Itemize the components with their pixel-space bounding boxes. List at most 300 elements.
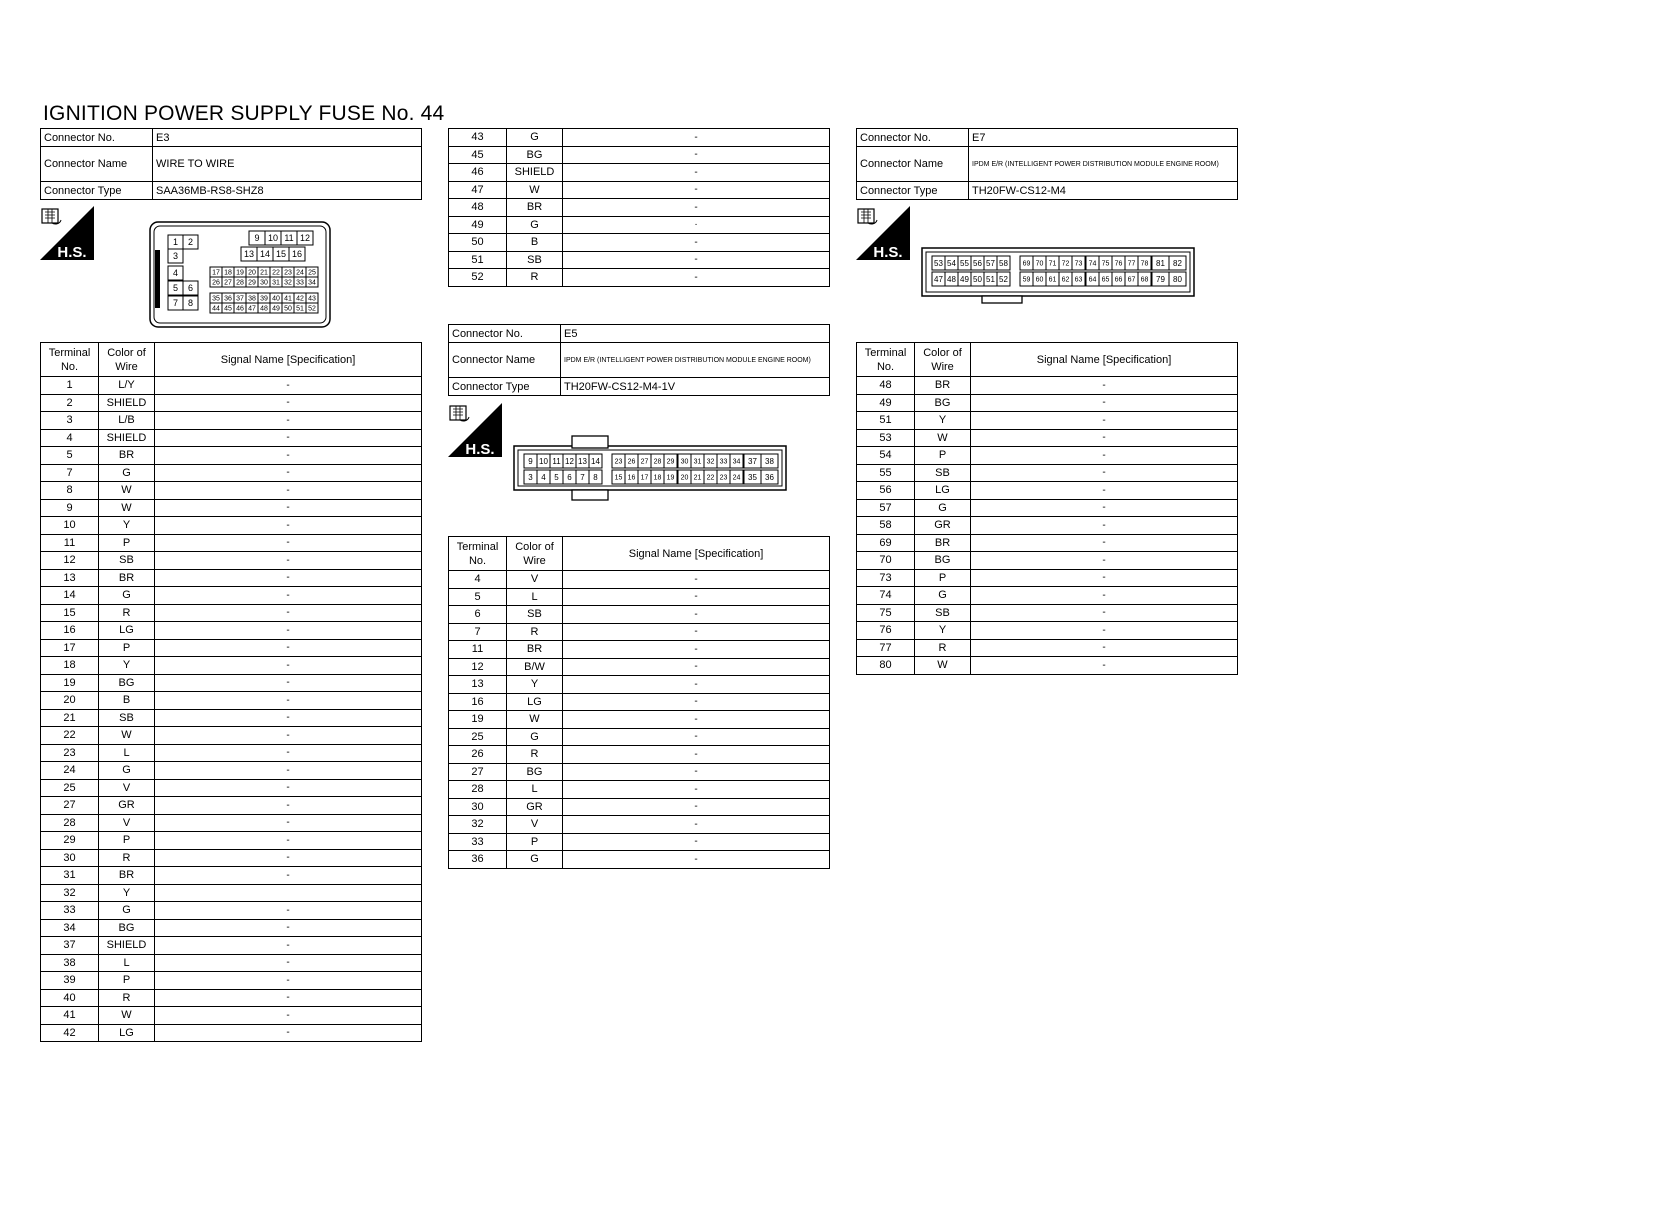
table-row: [41, 709, 422, 727]
pin-number: 74: [1088, 260, 1097, 268]
terminal-no-cell: 30: [449, 798, 507, 816]
table-row: [41, 727, 422, 745]
wire-color-cell: GR: [507, 798, 563, 816]
signal-name-cell: -: [155, 447, 422, 465]
signal-name-cell: -: [563, 623, 830, 641]
wire-color-cell: BR: [507, 641, 563, 659]
table-row: [41, 972, 422, 990]
table-row: [449, 146, 830, 164]
signal-name-cell: -: [155, 849, 422, 867]
signal-name-cell: -: [155, 464, 422, 482]
terminal-no-cell: 69: [857, 534, 915, 552]
table-row: [449, 798, 830, 816]
table-row: [41, 814, 422, 832]
terminal-no-cell: 54: [857, 447, 915, 465]
pin-number: 21: [260, 269, 268, 277]
pin-number: 18: [224, 269, 232, 277]
table-row: [41, 499, 422, 517]
terminal-no-cell: 58: [857, 517, 915, 535]
e5-connector-type: TH20FW-CS12-M4-1V: [561, 378, 830, 396]
wire-color-cell: R: [507, 269, 563, 287]
pin-number: 10: [539, 456, 548, 466]
signal-name-cell: -: [971, 622, 1238, 640]
signal-name-cell: -: [155, 744, 422, 762]
terminal-no-cell: 17: [41, 639, 99, 657]
signal-name-cell: -: [155, 534, 422, 552]
table-row: [41, 832, 422, 850]
signal-name-cell: -: [971, 569, 1238, 587]
terminal-no-cell: 11: [449, 641, 507, 659]
wire-color-cell: B/W: [507, 658, 563, 676]
signal-name-cell: -: [155, 639, 422, 657]
signal-name-cell: -: [155, 412, 422, 430]
wire-color-cell: V: [507, 816, 563, 834]
terminal-no-cell: 48: [857, 377, 915, 395]
e5-terminal-table: [448, 536, 830, 869]
table-row: [41, 534, 422, 552]
wire-color-cell: W: [99, 482, 155, 500]
connector-type-label: Connector Type: [857, 182, 969, 200]
terminal-no-header: Terminal No.: [41, 343, 99, 377]
terminal-no-cell: 37: [41, 937, 99, 955]
terminal-no-cell: 10: [41, 517, 99, 535]
table-row: [41, 569, 422, 587]
table-row: [449, 269, 830, 287]
pin-number: 70: [1035, 260, 1044, 268]
e3-terminal-table: [40, 342, 422, 1042]
pin-number: 51: [296, 305, 304, 313]
table-row: [41, 604, 422, 622]
signal-name-cell: -: [155, 867, 422, 885]
connector-no-label: Connector No.: [857, 129, 969, 147]
wire-color-cell: W: [99, 1007, 155, 1025]
terminal-no-cell: 5: [449, 588, 507, 606]
pin-number: 8: [593, 472, 598, 482]
pin-number: 48: [260, 305, 268, 313]
table-row: [41, 657, 422, 675]
wire-color-cell: R: [507, 623, 563, 641]
terminal-no-cell: 25: [41, 779, 99, 797]
wire-color-cell: Y: [99, 517, 155, 535]
wire-color-cell: SHIELD: [99, 937, 155, 955]
table-row: [41, 902, 422, 920]
e3-connector-no: E3: [153, 129, 422, 147]
wire-color-cell: BR: [99, 569, 155, 587]
table-row: [449, 728, 830, 746]
pin-number: 45: [224, 305, 232, 313]
pin-number: 38: [248, 295, 256, 303]
table-row: [41, 517, 422, 535]
e5-connector-no: E5: [561, 325, 830, 343]
terminal-no-cell: 75: [857, 604, 915, 622]
hs-label: H.S.: [465, 441, 495, 457]
pin-number: 9: [254, 233, 260, 244]
terminal-no-cell: 8: [41, 482, 99, 500]
terminal-no-cell: 12: [41, 552, 99, 570]
pin-number: 57: [986, 258, 995, 268]
pin-number: 24: [296, 269, 304, 277]
table-row: [449, 851, 830, 869]
table-row: [41, 1024, 422, 1042]
signal-name-cell: -: [971, 482, 1238, 500]
pin-number: 44: [212, 305, 220, 313]
pin-number: 32: [706, 458, 715, 466]
wire-color-cell: BR: [99, 447, 155, 465]
terminal-no-cell: 31: [41, 867, 99, 885]
wire-color-cell: W: [507, 181, 563, 199]
wire-color-cell: W: [915, 657, 971, 675]
signal-name-cell: -: [155, 972, 422, 990]
terminal-no-cell: 55: [857, 464, 915, 482]
wire-color-cell: G: [99, 762, 155, 780]
table-row: [449, 623, 830, 641]
e7-connector-diagram: [920, 246, 1196, 304]
pin-number: 50: [284, 305, 292, 313]
wire-color-cell: B: [99, 692, 155, 710]
wire-color-cell: G: [507, 129, 563, 147]
pin-number: 54: [947, 258, 956, 268]
terminal-no-cell: 25: [449, 728, 507, 746]
terminal-no-cell: 39: [41, 972, 99, 990]
terminal-no-cell: 5: [41, 447, 99, 465]
pin-number: 30: [680, 458, 689, 466]
connector-type-label: Connector Type: [449, 378, 561, 396]
pin-number: 21: [693, 474, 702, 482]
wire-color-cell: L: [507, 588, 563, 606]
terminal-no-cell: 28: [449, 781, 507, 799]
table-row: [41, 937, 422, 955]
table-row: [449, 606, 830, 624]
pin-number: 60: [1035, 276, 1044, 284]
signal-name-cell: ·: [563, 216, 830, 234]
pin-number: 17: [640, 474, 649, 482]
wire-color-cell: BG: [915, 394, 971, 412]
pin-number: 15: [275, 249, 287, 260]
pin-number: 28: [653, 458, 662, 466]
wire-color-cell: L: [99, 744, 155, 762]
pin-number: 41: [284, 295, 292, 303]
pin-number: 29: [248, 279, 256, 287]
wire-color-cell: P: [99, 832, 155, 850]
table-row: [449, 199, 830, 217]
pin-number: 12: [565, 456, 574, 466]
signal-name-cell: -: [155, 517, 422, 535]
wire-color-cell: L: [99, 954, 155, 972]
pin-number: 63: [1074, 276, 1083, 284]
wire-color-cell: SB: [507, 606, 563, 624]
signal-name-cell: -: [563, 658, 830, 676]
connector-no-label: Connector No.: [41, 129, 153, 147]
wire-color-cell: W: [507, 711, 563, 729]
pin-number: 1: [172, 237, 179, 248]
pin-number: 19: [666, 474, 675, 482]
table-row: [857, 622, 1238, 640]
signal-name-cell: -: [155, 674, 422, 692]
pin-number: 49: [960, 274, 969, 284]
pin-number: 4: [541, 472, 546, 482]
wire-color-cell: R: [99, 604, 155, 622]
signal-name-header: Signal Name [Specification]: [155, 343, 422, 377]
signal-name-cell: -: [155, 657, 422, 675]
table-row: [857, 377, 1238, 395]
table-row: [857, 517, 1238, 535]
terminal-no-cell: 13: [41, 569, 99, 587]
table-row: [41, 482, 422, 500]
pin-number: 75: [1101, 260, 1110, 268]
table-row: [41, 762, 422, 780]
terminal-no-cell: 77: [857, 639, 915, 657]
pin-number: 2: [187, 237, 194, 248]
signal-name-cell: -: [155, 499, 422, 517]
e7-connector-name: IPDM E/R (INTELLIGENT POWER DISTRIBUTION MODULE ENGINE ROOM): [969, 147, 1238, 182]
wire-color-cell: P: [915, 569, 971, 587]
table-row: [449, 164, 830, 182]
signal-name-cell: -: [155, 692, 422, 710]
terminal-no-cell: 4: [449, 571, 507, 589]
connector-no-label: Connector No.: [449, 325, 561, 343]
terminal-no-cell: 51: [449, 251, 507, 269]
wire-color-cell: L/Y: [99, 377, 155, 395]
wire-color-cell: W: [915, 429, 971, 447]
wire-color-cell: R: [507, 746, 563, 764]
table-row: [41, 849, 422, 867]
e7-terminal-table: [856, 342, 1238, 675]
pin-number: 37: [748, 456, 757, 466]
wire-color-cell: P: [915, 447, 971, 465]
terminal-no-cell: 6: [449, 606, 507, 624]
wire-color-cell: V: [99, 779, 155, 797]
pin-number: 68: [1140, 276, 1149, 284]
pin-number: 47: [934, 274, 943, 284]
terminal-no-cell: 51: [857, 412, 915, 430]
pin-number: 28: [236, 279, 244, 287]
signal-name-header: Signal Name [Specification]: [563, 537, 830, 571]
signal-name-cell: -: [563, 571, 830, 589]
pin-number: 46: [236, 305, 244, 313]
pin-number: 26: [627, 458, 636, 466]
terminal-no-cell: 70: [857, 552, 915, 570]
e5-connector-name: IPDM E/R (INTELLIGENT POWER DISTRIBUTION MODULE ENGINE ROOM): [561, 343, 830, 378]
pin-number: 65: [1101, 276, 1110, 284]
e7-connector-no: E7: [969, 129, 1238, 147]
signal-name-cell: -: [563, 641, 830, 659]
terminal-no-cell: 49: [857, 394, 915, 412]
wire-color-cell: G: [507, 216, 563, 234]
signal-name-cell: -: [563, 164, 830, 182]
table-row: [857, 429, 1238, 447]
pin-number: 36: [765, 472, 774, 482]
terminal-no-cell: 24: [41, 762, 99, 780]
wire-color-cell: P: [99, 534, 155, 552]
harness-side-icon: [448, 403, 502, 457]
color-of-wire-header: Color of Wire: [99, 343, 155, 377]
table-row: [41, 779, 422, 797]
table-row: [41, 394, 422, 412]
connector-name-label: Connector Name: [41, 147, 153, 182]
pin-number: 3: [528, 472, 533, 482]
pin-number: 4: [172, 268, 179, 279]
pin-number: 71: [1048, 260, 1057, 268]
e5-connector-diagram: [512, 434, 788, 502]
signal-name-cell: -: [971, 534, 1238, 552]
pin-number: 39: [260, 295, 268, 303]
pin-number: 73: [1074, 260, 1083, 268]
pin-number: 18: [653, 474, 662, 482]
terminal-no-cell: 48: [449, 199, 507, 217]
table-row: [857, 587, 1238, 605]
table-row: [449, 746, 830, 764]
signal-name-cell: -: [155, 919, 422, 937]
pin-number: 47: [248, 305, 256, 313]
table-row: [41, 989, 422, 1007]
pin-number: 80: [1173, 274, 1182, 284]
pin-number: 33: [719, 458, 728, 466]
wire-color-cell: GR: [99, 797, 155, 815]
pin-number: 69: [1022, 260, 1031, 268]
e3-connector-type: SAA36MB-RS8-SHZ8: [153, 182, 422, 200]
signal-name-cell: -: [155, 587, 422, 605]
pin-number: 16: [627, 474, 636, 482]
pin-number: 61: [1048, 276, 1057, 284]
table-row: [449, 658, 830, 676]
pin-number: 40: [272, 295, 280, 303]
terminal-no-cell: 28: [41, 814, 99, 832]
table-row: [41, 867, 422, 885]
terminal-no-cell: 43: [449, 129, 507, 147]
pin-number: 38: [765, 456, 774, 466]
signal-name-cell: -: [155, 429, 422, 447]
terminal-no-cell: 38: [41, 954, 99, 972]
pin-number: 81: [1156, 258, 1165, 268]
table-row: [857, 482, 1238, 500]
table-row: [857, 534, 1238, 552]
terminal-no-cell: 11: [41, 534, 99, 552]
pin-number: 5: [172, 283, 179, 294]
color-of-wire-header: Color of Wire: [915, 343, 971, 377]
pin-number: 62: [1061, 276, 1070, 284]
signal-name-cell: -: [563, 181, 830, 199]
terminal-no-cell: 49: [449, 216, 507, 234]
terminal-no-cell: 29: [41, 832, 99, 850]
pin-number: 26: [212, 279, 220, 287]
wire-color-cell: BR: [915, 377, 971, 395]
terminal-no-cell: 26: [449, 746, 507, 764]
terminal-no-cell: 13: [449, 676, 507, 694]
signal-name-cell: -: [563, 711, 830, 729]
wire-color-cell: R: [99, 989, 155, 1007]
wire-color-cell: V: [507, 571, 563, 589]
page-title: IGNITION POWER SUPPLY FUSE No. 44: [43, 102, 445, 125]
table-row: [41, 622, 422, 640]
pin-number: 22: [272, 269, 280, 277]
signal-name-cell: -: [563, 146, 830, 164]
pin-number: 10: [267, 233, 279, 244]
pin-number: 43: [308, 295, 316, 303]
terminal-no-cell: 36: [449, 851, 507, 869]
table-row: [41, 639, 422, 657]
pin-number: 6: [567, 472, 572, 482]
e3-connector-info: [40, 128, 422, 200]
table-row: [857, 394, 1238, 412]
signal-name-cell: -: [563, 746, 830, 764]
signal-name-cell: -: [563, 816, 830, 834]
terminal-no-cell: 27: [41, 797, 99, 815]
pin-number: 20: [248, 269, 256, 277]
wire-color-cell: G: [915, 499, 971, 517]
wire-color-cell: G: [507, 728, 563, 746]
wire-color-cell: GR: [915, 517, 971, 535]
wire-color-cell: LG: [99, 1024, 155, 1042]
harness-side-icon: [856, 206, 910, 260]
signal-name-cell: -: [155, 569, 422, 587]
signal-name-cell: -: [971, 587, 1238, 605]
signal-name-cell: -: [155, 482, 422, 500]
signal-name-cell: -: [971, 464, 1238, 482]
pin-number: 53: [934, 258, 943, 268]
pin-number: 7: [580, 472, 585, 482]
signal-name-cell: -: [155, 989, 422, 1007]
terminal-no-cell: 15: [41, 604, 99, 622]
wire-color-cell: BG: [507, 146, 563, 164]
terminal-no-cell: 16: [449, 693, 507, 711]
pin-number: 3: [172, 251, 179, 262]
signal-name-cell: -: [971, 604, 1238, 622]
pin-number: 7: [172, 298, 179, 309]
pin-number: 37: [236, 295, 244, 303]
signal-name-cell: -: [155, 622, 422, 640]
wire-color-cell: BG: [507, 763, 563, 781]
terminal-no-cell: 27: [449, 763, 507, 781]
terminal-no-cell: 57: [857, 499, 915, 517]
wire-color-cell: Y: [915, 412, 971, 430]
wire-color-cell: P: [99, 972, 155, 990]
wire-color-cell: G: [99, 587, 155, 605]
wire-color-cell: BG: [915, 552, 971, 570]
e5-connector-info: [448, 324, 830, 396]
pin-number: 29: [666, 458, 675, 466]
pin-number: 34: [308, 279, 316, 287]
terminal-no-cell: 21: [41, 709, 99, 727]
pin-number: 52: [308, 305, 316, 313]
terminal-no-cell: 19: [41, 674, 99, 692]
pin-number: 56: [973, 258, 982, 268]
wire-color-cell: SB: [915, 464, 971, 482]
wire-color-cell: W: [99, 727, 155, 745]
signal-name-cell: -: [563, 199, 830, 217]
table-row: [41, 884, 422, 902]
pin-number: 23: [614, 458, 623, 466]
pin-number: 77: [1127, 260, 1136, 268]
pin-number: 78: [1140, 260, 1149, 268]
signal-name-cell: -: [971, 412, 1238, 430]
wire-color-cell: W: [99, 499, 155, 517]
signal-name-cell: -: [563, 833, 830, 851]
terminal-no-cell: 30: [41, 849, 99, 867]
pin-number: 59: [1022, 276, 1031, 284]
table-row: [449, 781, 830, 799]
e3-terminal-table-continued: [448, 128, 830, 287]
pin-number: 13: [243, 249, 255, 260]
connector-name-label: Connector Name: [857, 147, 969, 182]
table-row: [41, 552, 422, 570]
wire-color-cell: BR: [99, 867, 155, 885]
pin-number: 20: [680, 474, 689, 482]
terminal-no-cell: 7: [449, 623, 507, 641]
wire-color-cell: SHIELD: [507, 164, 563, 182]
terminal-no-cell: 76: [857, 622, 915, 640]
signal-name-cell: -: [971, 429, 1238, 447]
table-row: [449, 711, 830, 729]
